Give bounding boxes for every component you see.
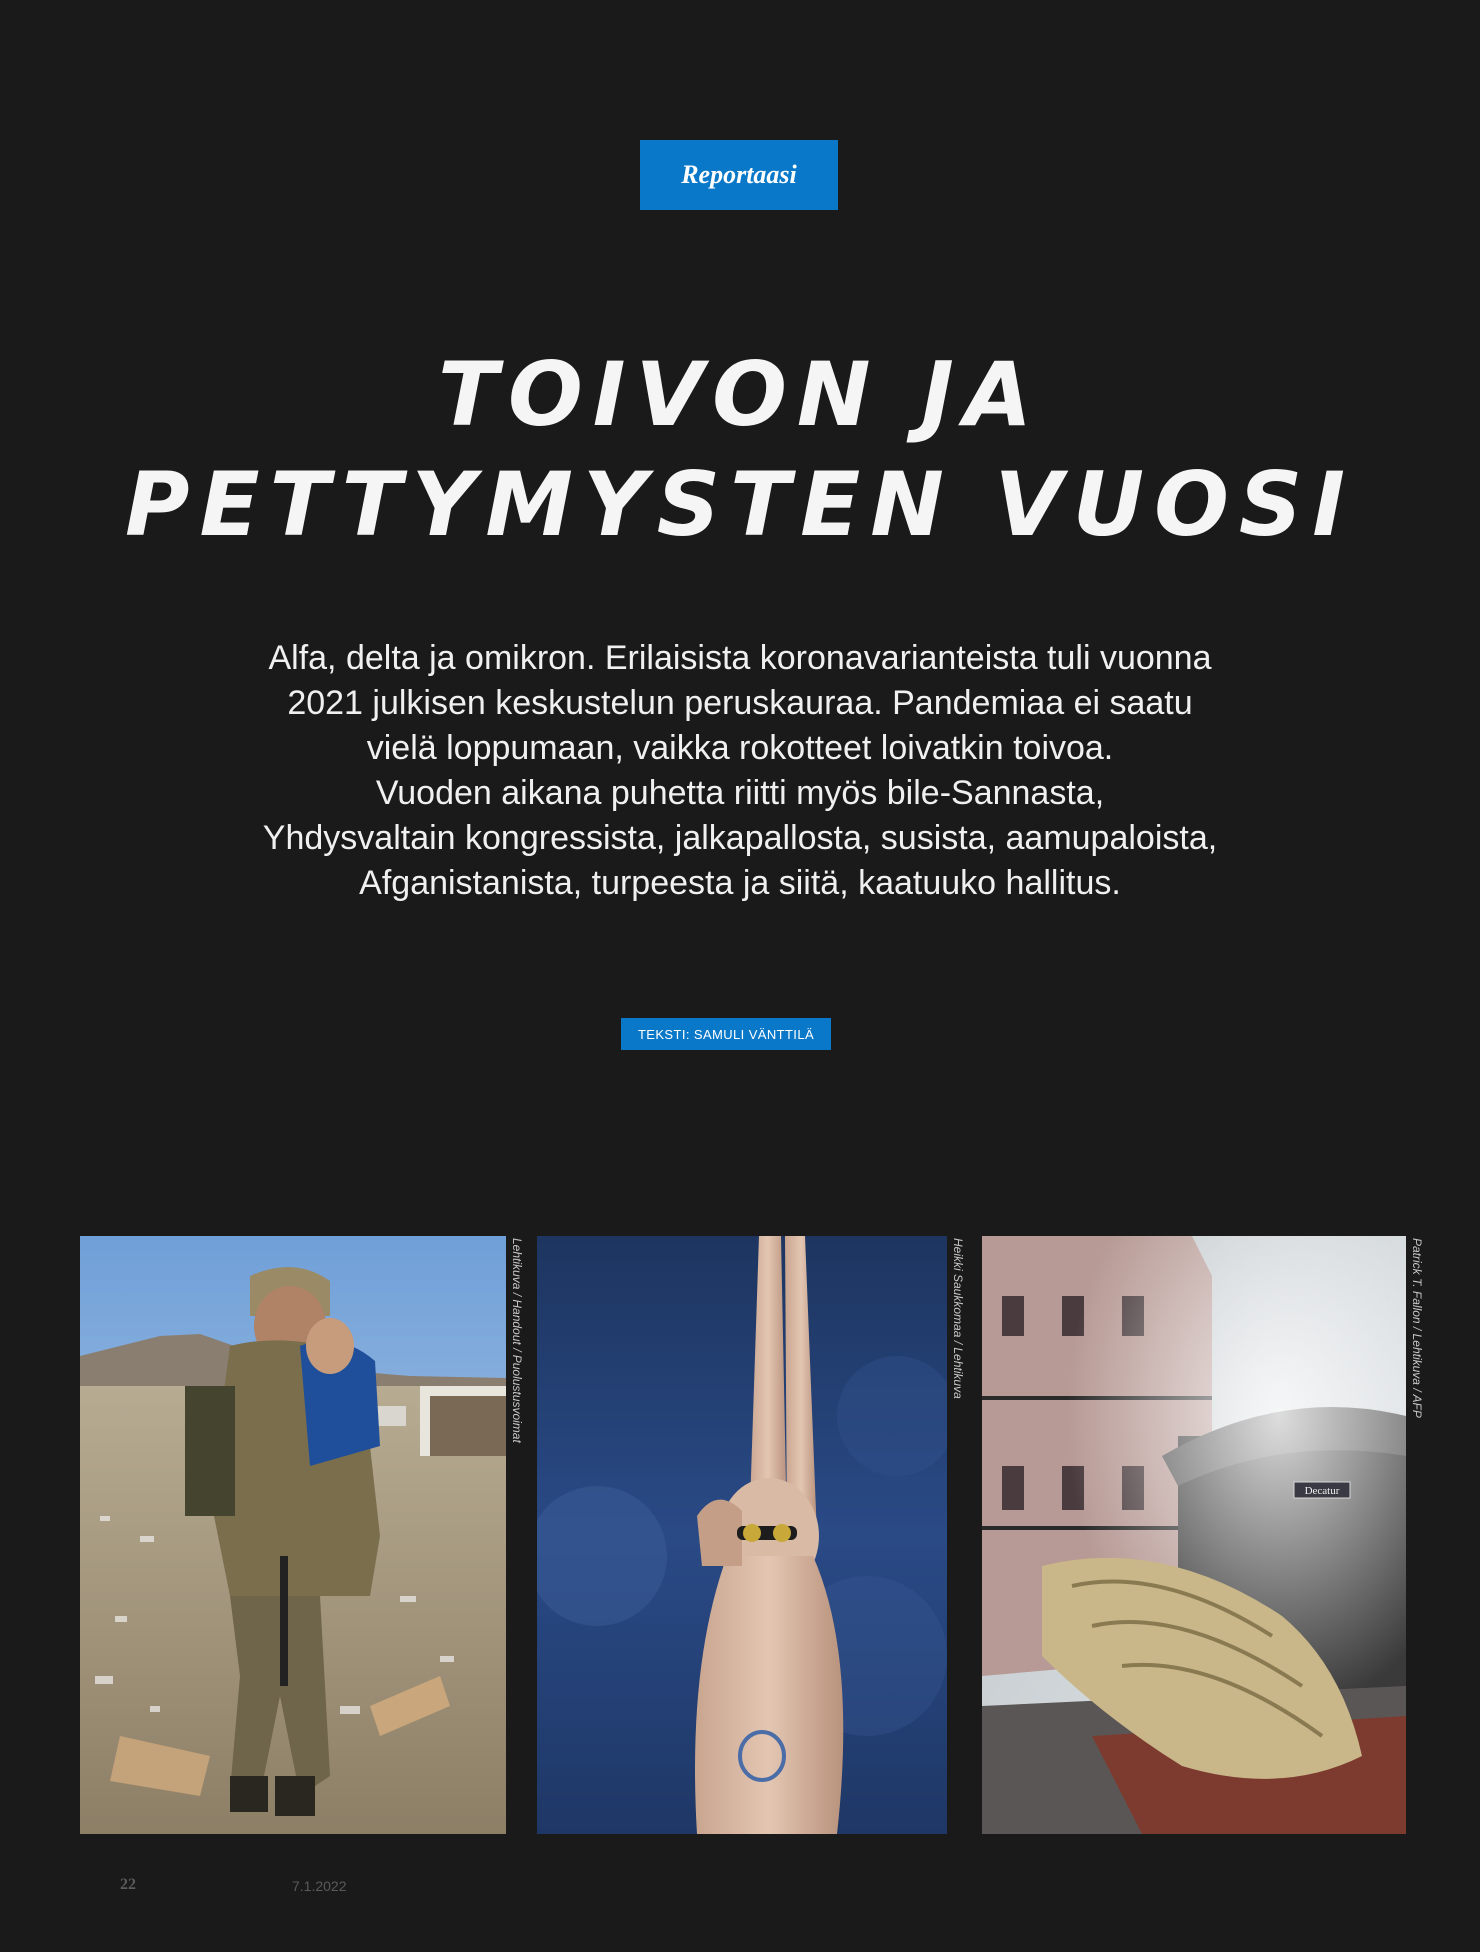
lead-line: vielä loppumaan, vaikka rokotteet loivatkin toivoa. <box>366 729 1114 767</box>
street-sign-label: Decatur <box>1304 1485 1340 1497</box>
swimmer-photo-image <box>537 1236 947 1834</box>
lead-line: Afganistanista, turpeesta ja siitä, kaatuuko hallitus. <box>359 864 1121 902</box>
photo-credit: Heikki Saukkomaa / Lehtikuva <box>951 1238 965 1399</box>
headline <box>0 340 1480 560</box>
headline-line: PETTYMYSTEN VUOSI <box>125 453 1355 556</box>
photo-credit: Lehtikuva / Handout / Puolustusvoimat <box>510 1238 524 1443</box>
storm-photo-image <box>982 1236 1406 1834</box>
photo-soldier-with-child <box>80 1236 506 1834</box>
lead-paragraph <box>200 636 1280 906</box>
lead-line: 2021 julkisen keskustelun peruskauraa. Pandemiaa ei saatu <box>287 684 1193 722</box>
headline-line: TOIVON JA <box>437 343 1043 446</box>
photo-storm-street <box>982 1236 1406 1834</box>
page-number: 22 <box>120 1876 136 1893</box>
lead-line: Yhdysvaltain kongressista, jalkapallosta, susista, aamupaloista, <box>262 819 1218 857</box>
soldier-photo-image <box>80 1236 506 1834</box>
section-label: Reportaasi <box>681 160 797 189</box>
lead-line: Vuoden aikana puhetta riitti myös bile-Sannasta, <box>375 774 1105 812</box>
photo-swimmer <box>537 1236 947 1834</box>
issue-date: 7.1.2022 <box>292 1878 347 1894</box>
section-badge <box>640 140 838 210</box>
photo-credit: Patrick T. Fallon / Lehtikuva / AFP <box>1410 1238 1424 1418</box>
lead-line: Alfa, delta ja omikron. Erilaisista koronavarianteista tuli vuonna <box>268 639 1212 677</box>
byline: TEKSTI: SAMULI VÄNTTILÄ <box>621 1018 831 1050</box>
